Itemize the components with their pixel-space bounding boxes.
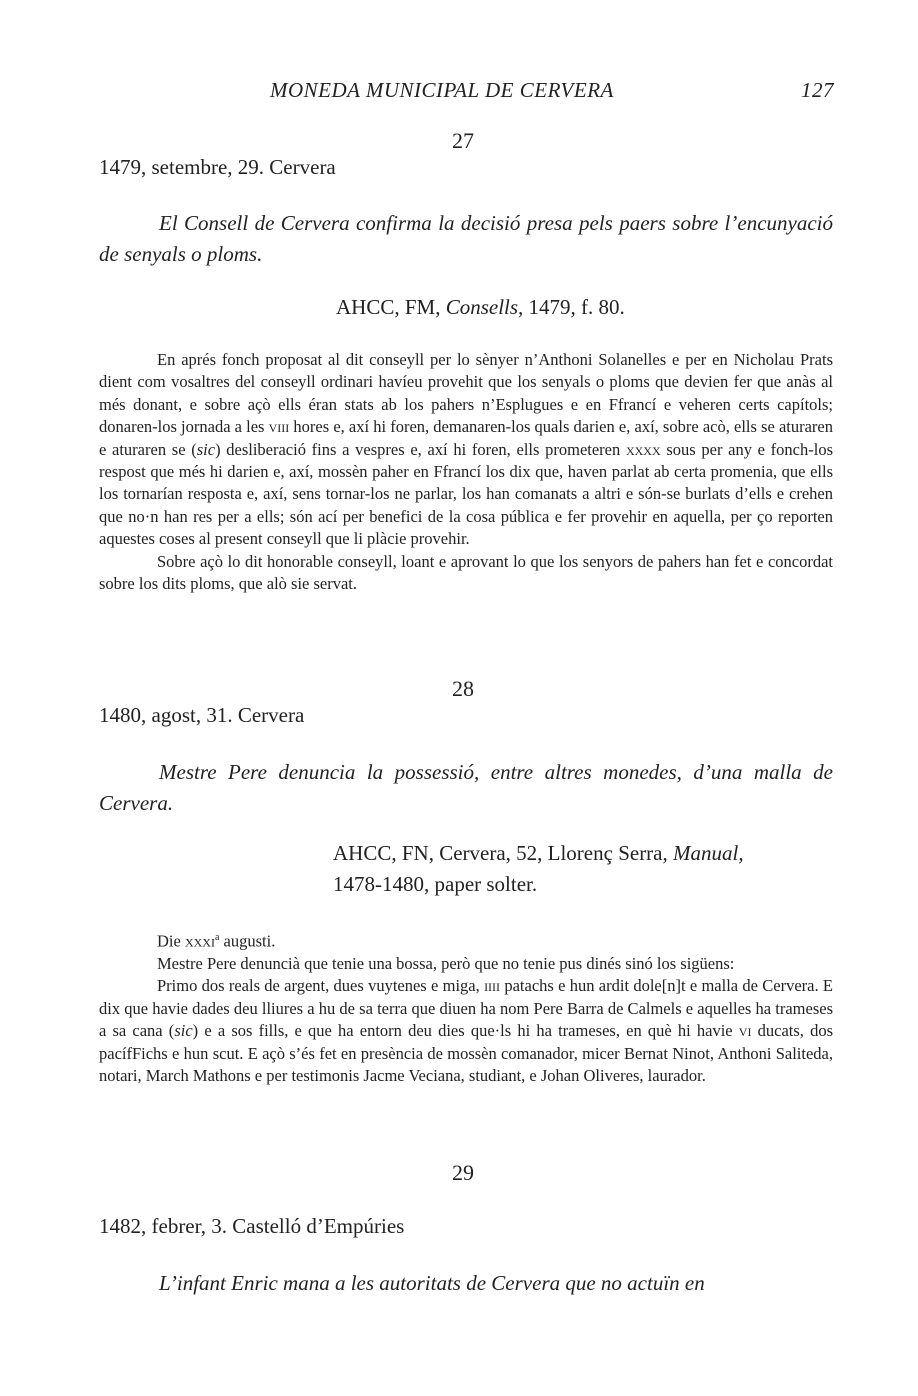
document-source-28: AHCC, FN, Cervera, 52, Llorenç Serra, Manual, 1478-1480, paper solter. (333, 841, 744, 896)
document-summary-27: El Consell de Cervera confirma la decisió presa pels paers sobre l’encunyació de senyals o ploms. (99, 211, 833, 266)
body-paragraph: Mestre Pere denuncià que tenie una bossa, però que no tenie pus dinés sinó los sigüens: (157, 953, 735, 973)
page-number: 127 (801, 78, 834, 102)
document-source-27: AHCC, FM, Consells, 1479, f. 80. (336, 295, 625, 319)
document-number-27: 27 (452, 128, 474, 153)
body-paragraph: Die xxxi$^a$ augusti. (157, 931, 276, 951)
document-number-29: 29 (452, 1160, 474, 1185)
body-paragraph: Primo dos reals de argent, dues vuytenes e miga, iiii patachs e hun ardit dole[n]t e malla de Cervera. E dix que havie dades deu lliures a hu de sa terra que diuen ha nom Pere Barra de Calmels e aquelles ha trameses a sa cana (sic) e a sos fills, e que ha entorn deu dies que·ls hi ha trameses, en què hi havie vi ducats, dos pacífFichs e hun scut. E açò s’és fet en presència de mossèn comanador, micer Bernat Ninot, Anthoni Saliteda, notari, March Mathons e per testimonis Jacme Veciana, studiant, e Johan Oliveres, laurador. (99, 976, 834, 1085)
document-summary-28: Mestre Pere denuncia la possessió, entre altres monedes, d’una malla de Cervera. (99, 760, 833, 815)
document-date-28: 1480, agost, 31. Cervera (99, 703, 305, 727)
body-paragraph: En aprés fonch proposat al dit conseyll per lo sènyer n’Anthoni Solanelles e per en Nicholau Prats dient com vosaltres del conseyll ordinari havíeu provehit que los senyals o ploms que devien fer que anàs al més donant, e sobre açò ells éran stats ab los pahers n’Esplugues e en Ffrancí e veheren certs capítols; donaren-los jornada a les viii hores e, axí hi foren, demanaren-los quals darien e, axí, sobre acò, ells se aturaren e aturaren se (sic) desliberació fins a vespres e, axí hi foren, ells prometeren xxxx sous per any e fonch-los respost que més hi darien e, axí, mossèn paher en Ffrancí los dix que, haven parlat ab certa promenia, que ells los tornarían resposta e, axí, sens tornar-los ne parlar, los han comanats a altri e són-se burlats d’ells e crehen que no·n han res per a ells; són ací per benefici de la cosa pública e fer provehir en aquella, per ço reporten aquestes coses al present conseyll que li plàcie provehir. (99, 350, 833, 549)
running-title: MONEDA MUNICIPAL DE CERVERA (270, 78, 614, 102)
document-body-27 (99, 349, 833, 595)
document-date-27: 1479, setembre, 29. Cervera (99, 155, 336, 179)
document-body-28 (99, 927, 833, 1087)
document-summary-29: L’infant Enric mana a les autoritats de Cervera que no actuïn en (159, 1271, 705, 1295)
body-paragraph: Sobre açò lo dit honorable conseyll, loant e aprovant lo que los senyors de pahers han fet e concordat sobre los dits ploms, que alò sie servat. (99, 551, 833, 594)
document-number-28: 28 (452, 676, 474, 701)
document-date-29: 1482, febrer, 3. Castelló d’Empúries (99, 1214, 405, 1238)
